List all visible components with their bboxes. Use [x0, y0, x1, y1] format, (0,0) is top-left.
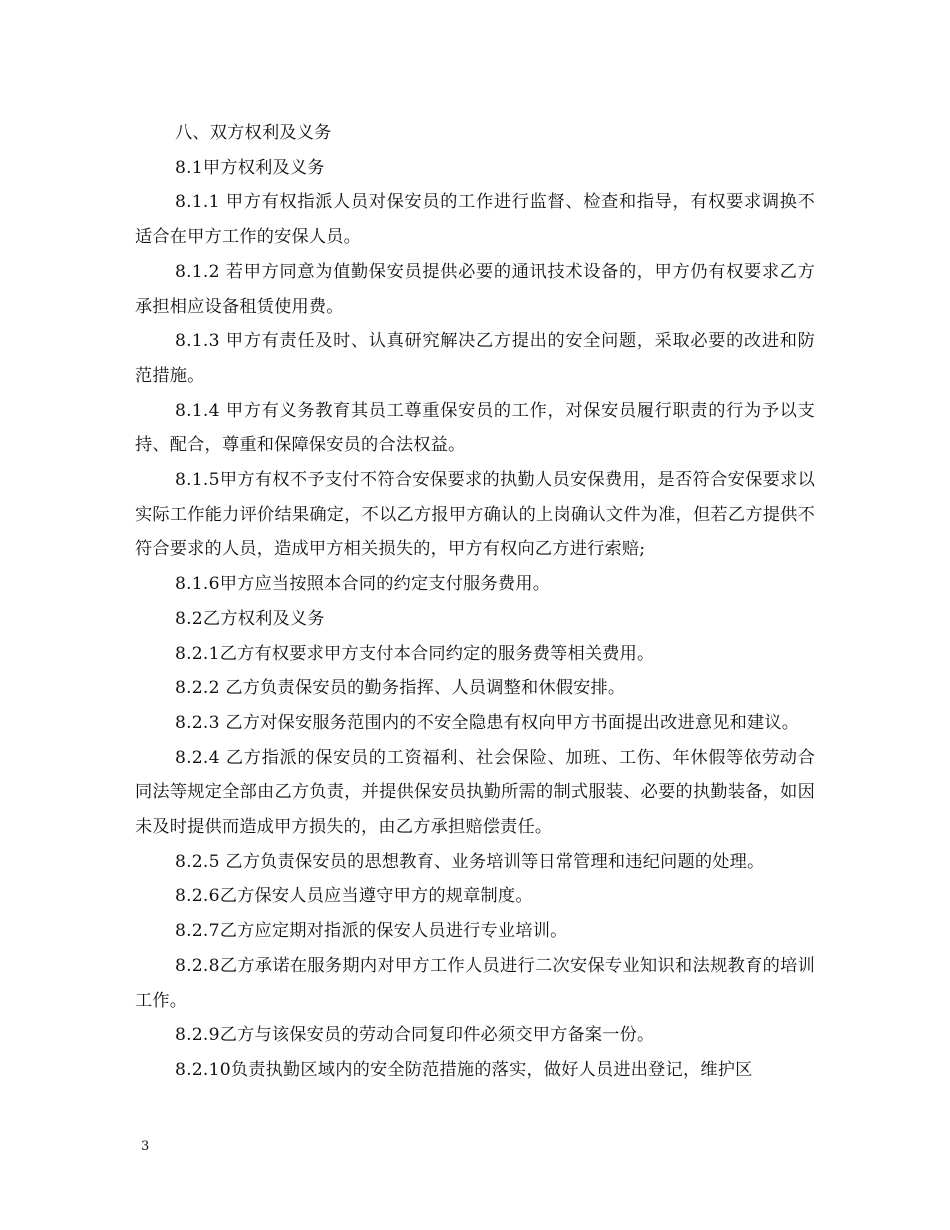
clause-8-2-7: 8.2.7乙方应定期对指派的保安人员进行专业培训。	[175, 921, 568, 942]
subsection-heading-party-b: 8.2乙方权利及义务	[175, 608, 325, 629]
clause-8-2-4: 8.2.4 乙方指派的保安员的工资福利、社会保险、加班、工伤、年休假等依劳动合同法等规定全部由乙方负责，并提供保安员执勤所需的制式服装、必要的执勤装备，如因未及时提供而造成甲方损失的，由乙方承担赔偿责任。	[135, 747, 815, 838]
clause-8-1-5: 8.1.5甲方有权不予支付不符合安保要求的执勤人员安保费用，是否符合安保要求以实际工作能力评价结果确定，不以乙方报甲方确认的上岗确认文件为准，但若乙方提供不符合要求的人员，造成甲方相关损失的，甲方有权向乙方进行索赔;	[135, 470, 815, 560]
clause-8-2-3: 8.2.3 乙方对保安服务范围内的不安全隐患有权向甲方书面提出改进意见和建议。	[175, 712, 800, 733]
clause-8-2-2: 8.2.2 乙方负责保安员的勤务指挥、人员调整和休假安排。	[175, 678, 626, 699]
clause-8-2-9: 8.2.9乙方与该保安员的劳动合同复印件必须交甲方备案一份。	[175, 1025, 655, 1046]
clause-8-2-6: 8.2.6乙方保安人员应当遵守甲方的规章制度。	[175, 886, 533, 907]
clause-8-1-1: 8.1.1 甲方有权指派人员对保安员的工作进行监督、检查和指导，有权要求调换不适合在甲方工作的安保人员。	[135, 192, 815, 248]
document-body	[135, 116, 815, 1088]
clause-8-2-8: 8.2.8乙方承诺在服务期内对甲方工作人员进行二次安保专业知识和法规教育的培训工作。	[135, 955, 815, 1011]
clause-8-2-1: 8.2.1乙方有权要求甲方支付本合同约定的服务费等相关费用。	[175, 643, 655, 664]
subsection-heading-party-a: 8.1甲方权利及义务	[175, 157, 325, 178]
section-heading: 八、双方权利及义务	[175, 123, 332, 143]
clause-8-1-6: 8.1.6甲方应当按照本合同的约定支付服务费用。	[175, 574, 551, 595]
clause-8-1-3: 8.1.3 甲方有责任及时、认真研究解决乙方提出的安全问题，采取必要的改进和防范措施。	[135, 331, 815, 386]
clause-8-2-5: 8.2.5 乙方负责保安员的思想教育、业务培训等日常管理和违纪问题的处理。	[175, 851, 765, 872]
clause-8-1-2: 8.1.2 若甲方同意为值勤保安员提供必要的通讯技术设备的，甲方仍有权要求乙方承担相应设备租赁使用费。	[135, 261, 815, 317]
page-number: 3	[141, 1139, 150, 1154]
clause-8-2-10: 8.2.10负责执勤区域内的安全防范措施的落实，做好人员进出登记，维护区	[175, 1059, 753, 1080]
clause-8-1-4: 8.1.4 甲方有义务教育其员工尊重保安员的工作，对保安员履行职责的行为予以支持、配合，尊重和保障保安员的合法权益。	[135, 400, 815, 456]
